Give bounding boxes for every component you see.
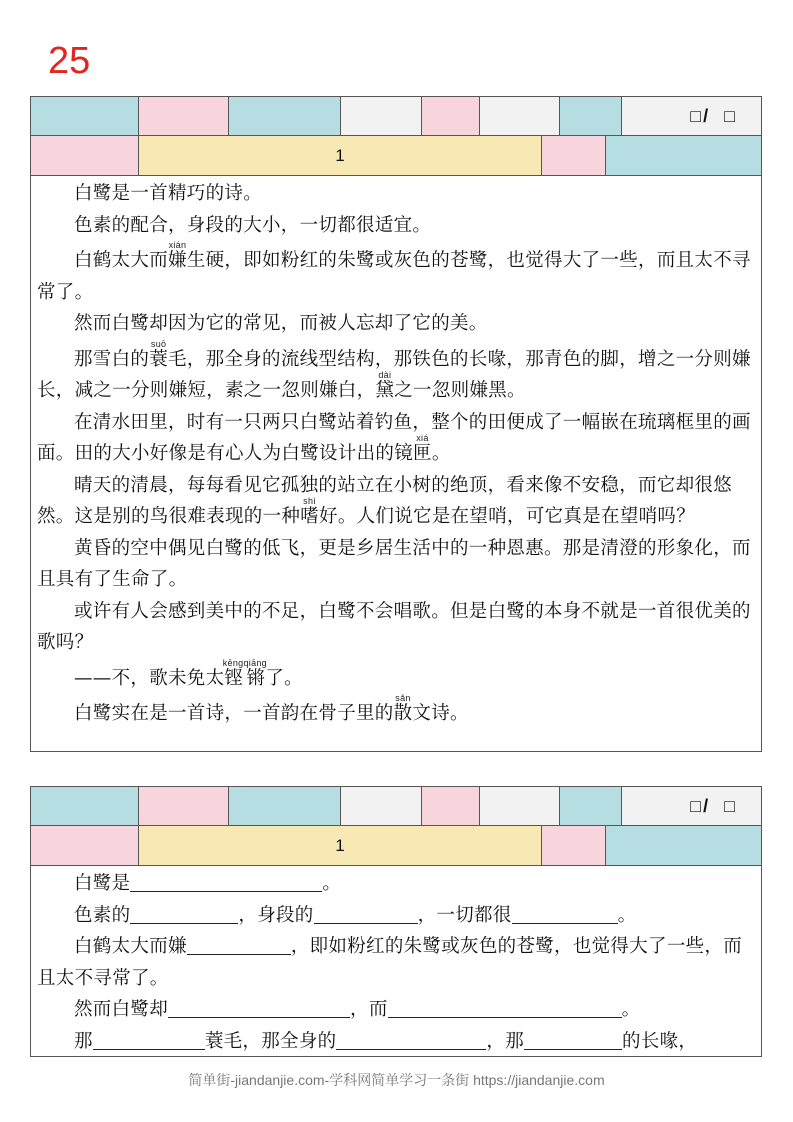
exercise-line: 白鹤太大而嫌 ，即如粉红的朱鹭或灰色的苍鹭，也觉得大了一些，而且太不寻常了。 — [37, 936, 743, 989]
paragraph: 或许有人会感到美中的不足，白鹭不会唱歌。但是白鹭的本身不就是一首很优美的歌吗？ — [37, 600, 751, 653]
exercise-line: 色素的 ，身段的 ，一切都很 。 — [74, 904, 637, 926]
paragraph: 色素的配合，身段的大小，一切都很适宜。 — [74, 214, 432, 236]
score-text: □/ □ — [690, 105, 737, 126]
header-cell — [31, 826, 139, 865]
paragraph: 那雪白的蓑suō毛，那全身的流线型结构，那铁色的长喙，那青色的脚，增之一分则嫌长，减之一分则嫌短，素之一忽则嫌白，黛dài之一忽则嫌黑。 — [37, 338, 751, 401]
pinyin-word: 匣xiá — [413, 433, 432, 464]
score-text: □/ □ — [690, 795, 737, 816]
header-cell — [542, 136, 606, 175]
pinyin-word: 铿锵kēngqiāng — [222, 657, 267, 689]
exercise-line: 然而白鹭却 ，而 。 — [74, 999, 641, 1020]
paragraph: ——不，歌未免太铿锵kēngqiāng了。 — [74, 657, 303, 689]
footer-text: 简单街-jiandanjie.com-学科网简单学习一条街 https://jiandanjie.com — [188, 1072, 605, 1088]
number-cell — [139, 826, 542, 865]
header-cell — [480, 97, 560, 136]
header-cell — [560, 97, 622, 136]
answer-blank[interactable] — [314, 905, 418, 924]
answer-blank[interactable] — [524, 1031, 622, 1050]
passage-body — [31, 176, 761, 730]
paragraph: 黄昏的空中偶见白鹭的低飞，更是乡居生活中的一种恩惠。那是清澄的形象化，而且具有了生命了。 — [37, 537, 751, 590]
paragraph: 晴天的清晨，每每看见它孤独的站立在小树的绝顶，看来像不安稳，而它却很悠然。这是别的鸟很难表现的一种嗜shì好。人们说它是在望哨，可它真是在望哨吗？ — [37, 474, 733, 527]
header-cell — [606, 826, 761, 865]
pinyin-word: 嗜shì — [300, 496, 320, 527]
answer-blank[interactable] — [512, 905, 618, 924]
header-cell — [31, 787, 139, 826]
answer-blank[interactable] — [168, 999, 350, 1018]
header-cell — [341, 97, 422, 136]
header-cell — [229, 787, 341, 826]
answer-blank[interactable] — [130, 905, 238, 924]
pinyin-word: 散sǎn — [393, 693, 413, 724]
exercise-body — [31, 866, 761, 1057]
reading-card — [30, 96, 762, 752]
header-cell — [139, 97, 229, 136]
pinyin-word: 黛dài — [375, 370, 395, 401]
paragraph: 然而白鹭却因为它的常见，而被人忘却了它的美。 — [74, 313, 488, 334]
header-cell — [229, 97, 341, 136]
exercise-card — [30, 786, 762, 1057]
score-cell — [622, 97, 761, 136]
header-cell — [31, 97, 139, 136]
header-cell — [422, 787, 480, 826]
exercise-line: 白鹭是 。 — [74, 873, 342, 894]
answer-blank[interactable] — [130, 873, 322, 892]
paragraph: 在清水田里，时有一只两只白鹭站着钓鱼，整个的田便成了一幅嵌在琉璃框里的画面。田的大小好像是有心人为白鹭设计出的镜匣xiá。 — [37, 411, 751, 464]
pinyin-word: 蓑suō — [149, 338, 169, 370]
header-cell — [341, 787, 422, 826]
page-number: 25 — [48, 40, 91, 82]
number-label: 1 — [335, 835, 345, 855]
paragraph: 白鹭实在是一首诗，一首韵在骨子里的散sǎn文诗。 — [74, 693, 469, 724]
header-cell — [606, 136, 761, 175]
card-header — [31, 97, 761, 176]
answer-blank[interactable] — [336, 1031, 486, 1050]
answer-blank[interactable] — [388, 999, 622, 1018]
header-cell — [139, 787, 229, 826]
header-cell — [480, 787, 560, 826]
card-header — [31, 787, 761, 866]
answer-blank[interactable] — [187, 936, 291, 955]
number-cell — [139, 136, 542, 175]
paragraph: 白鹭是一首精巧的诗。 — [74, 183, 263, 204]
header-cell — [542, 826, 606, 865]
number-label: 1 — [335, 145, 345, 165]
header-cell — [31, 136, 139, 175]
pinyin-word: 嫌xián — [168, 240, 187, 271]
header-cell — [422, 97, 480, 136]
answer-blank[interactable] — [93, 1031, 205, 1050]
score-cell — [622, 787, 761, 826]
header-cell — [560, 787, 622, 826]
paragraph: 白鹤太大而嫌xián生硬，即如粉红的朱鹭或灰色的苍鹭，也觉得大了一些，而且太不寻常了。 — [37, 240, 751, 303]
exercise-line: 那 蓑毛，那全身的 ，那 的长喙， — [74, 1030, 698, 1052]
